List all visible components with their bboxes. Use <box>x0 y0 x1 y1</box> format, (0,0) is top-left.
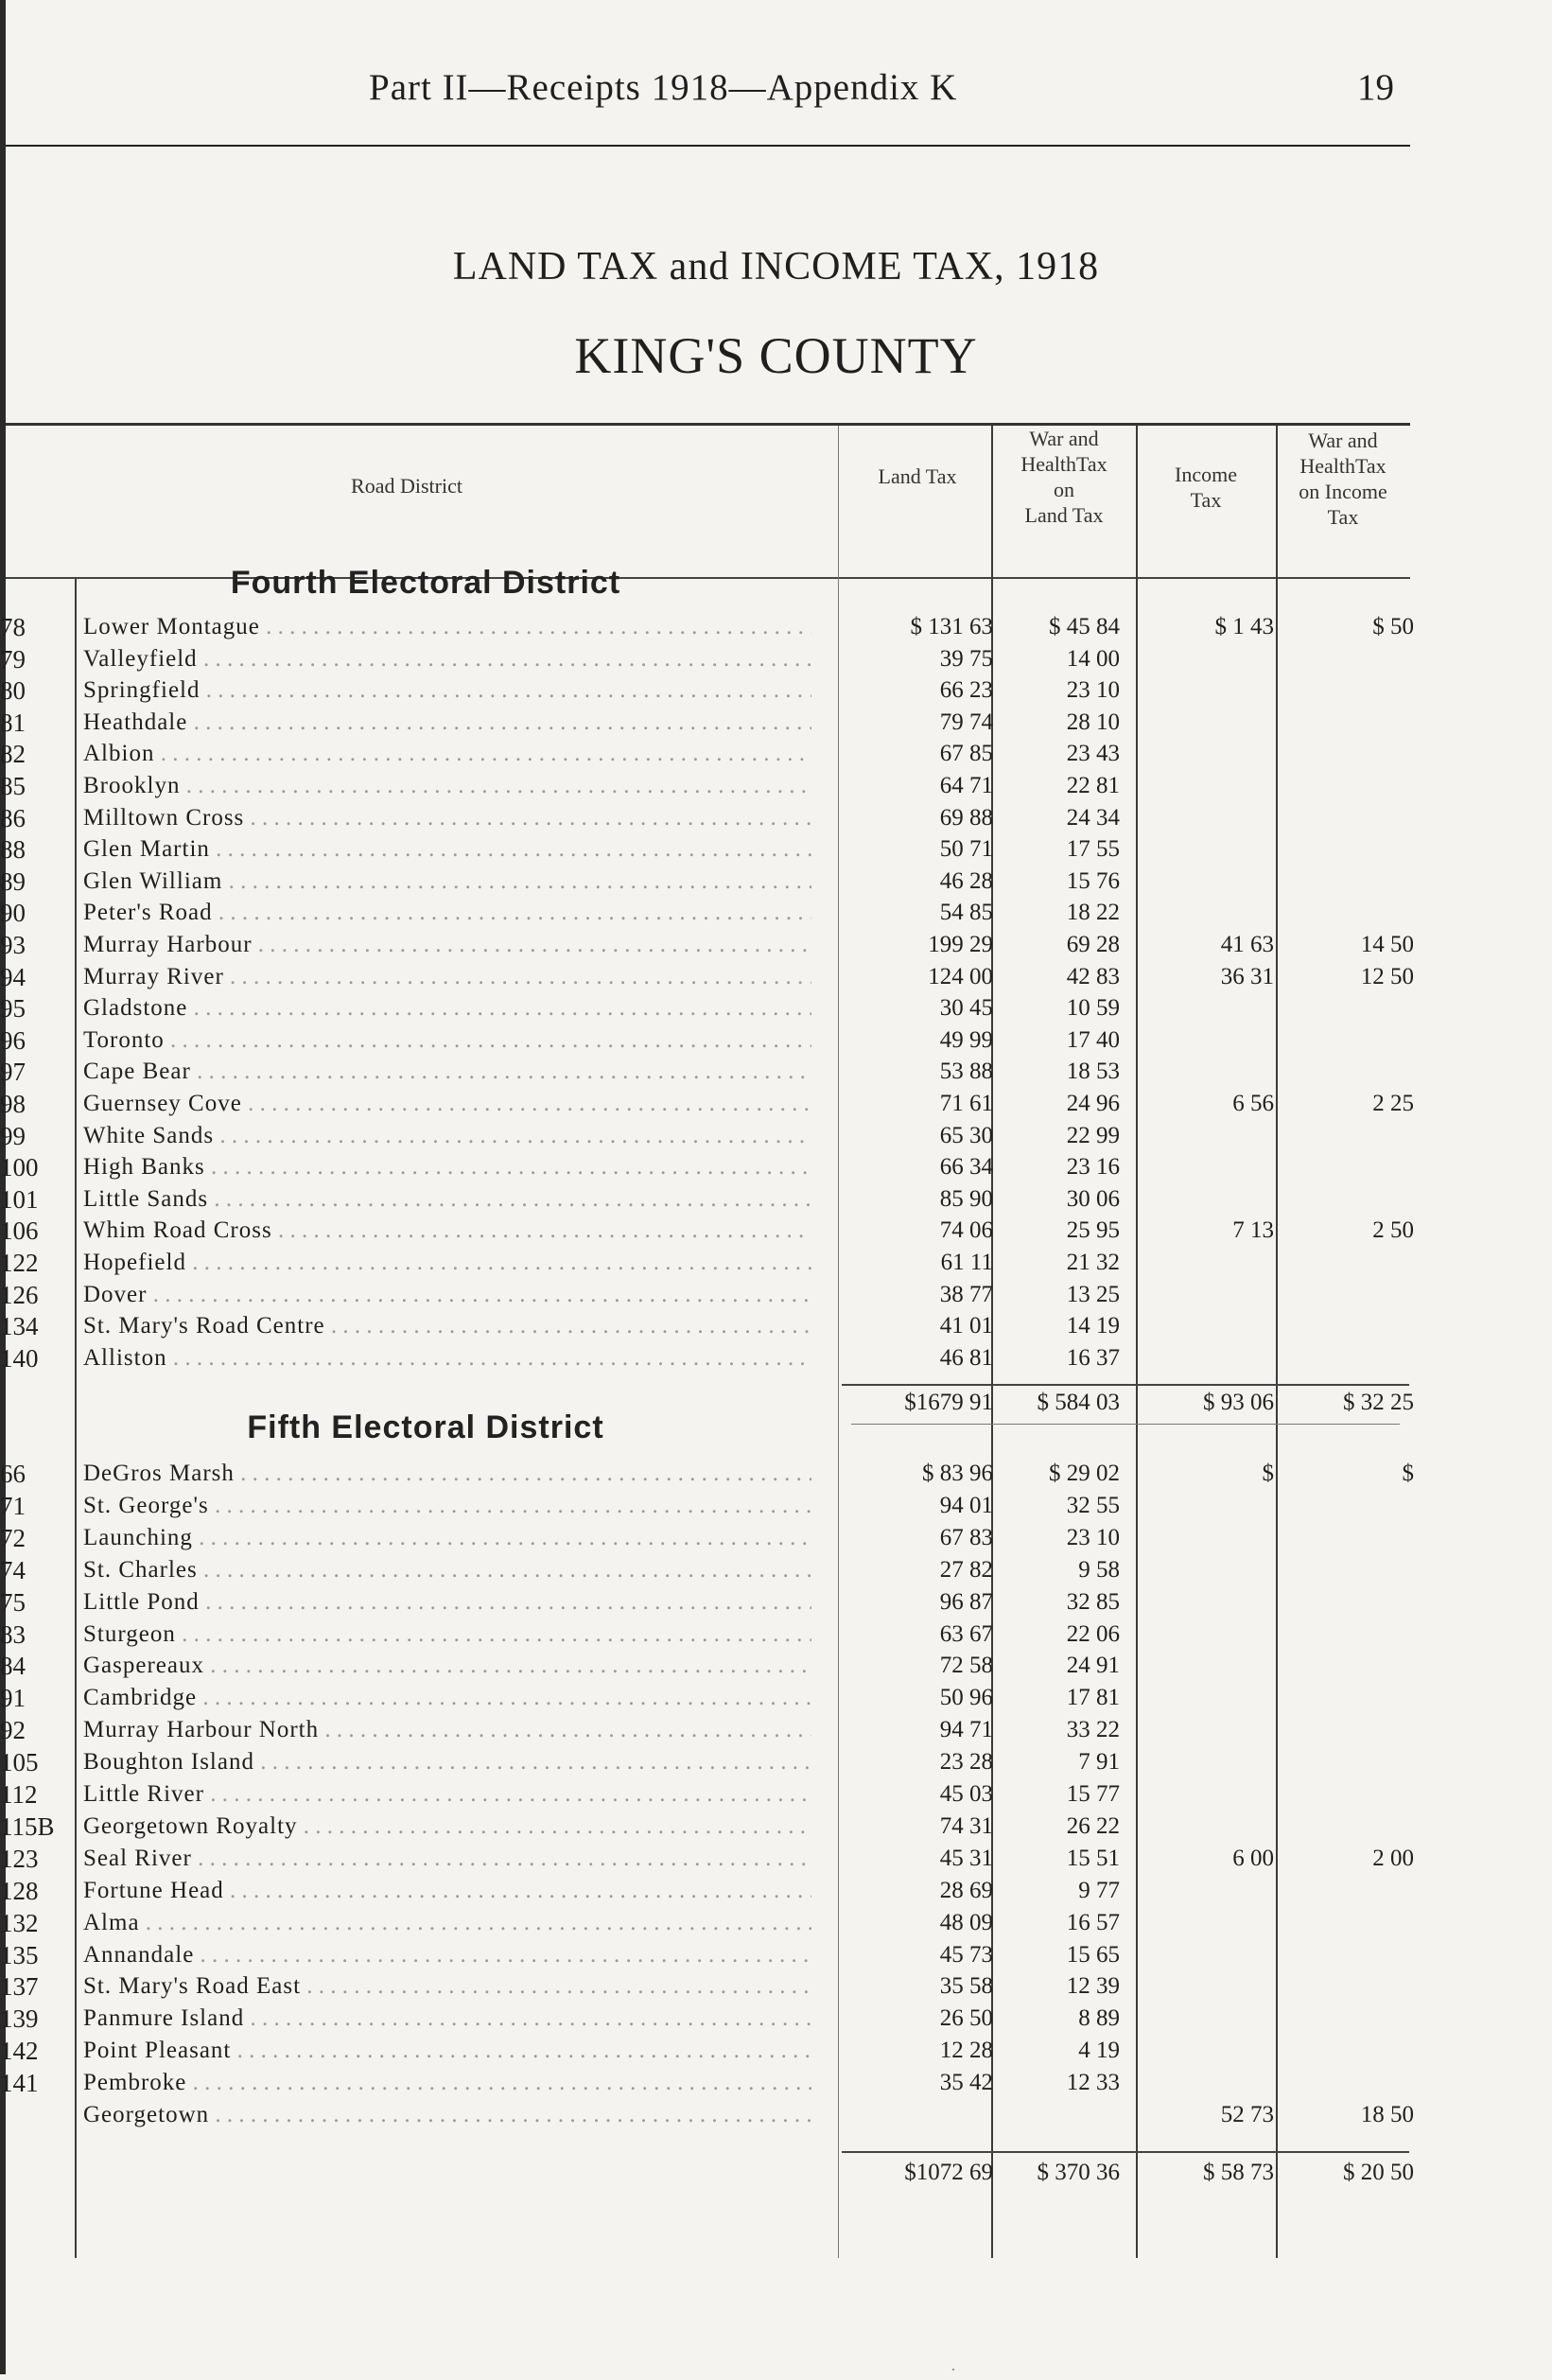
table-row <box>0 1025 1552 1056</box>
war-health-tax-land-value: 9 77 <box>1078 1877 1120 1903</box>
road-district-number: 86 <box>0 803 26 832</box>
road-district-number: 88 <box>0 835 26 865</box>
road-district-number: 142 <box>0 2037 39 2066</box>
table-row <box>0 1343 1552 1374</box>
page-number: 19 <box>1357 67 1394 108</box>
land-tax-value: 199 29 <box>928 932 993 957</box>
road-district-name: Heathdale . . . <box>83 708 811 738</box>
table-row <box>0 708 1552 738</box>
road-district-name: Murray Harbour North . . . <box>83 1715 811 1745</box>
road-district-name: Georgetown Royalty . . . <box>83 1811 811 1842</box>
fifth-total-rule <box>842 2151 1409 2153</box>
land-tax-value: 67 83 <box>939 1524 993 1550</box>
road-district-name: Glen William . . . <box>83 866 811 897</box>
road-district-name: St. George's . . . <box>83 1491 811 1521</box>
land-tax-value: 39 75 <box>939 645 993 672</box>
land-tax-value: 35 42 <box>939 2070 993 2096</box>
war-health-tax-land-value: 24 34 <box>1066 804 1120 831</box>
war-health-tax-land-value: 18 22 <box>1066 900 1120 926</box>
road-district-name: Fortune Head . . . <box>83 1876 811 1906</box>
war-health-tax-land-value: 22 99 <box>1066 1122 1120 1148</box>
war-health-tax-land-value: 18 53 <box>1066 1059 1120 1085</box>
war-health-tax-land-value: 9 58 <box>1078 1556 1120 1583</box>
road-district-number: 94 <box>0 962 26 991</box>
table-row <box>0 1940 1552 1970</box>
road-district-number: 101 <box>0 1184 39 1214</box>
table-row <box>0 739 1552 769</box>
land-tax-value: 45 03 <box>939 1781 993 1807</box>
running-header <box>0 66 1552 123</box>
war-health-tax-land-value: 14 00 <box>1066 645 1120 672</box>
table-row <box>0 2068 1552 2098</box>
land-tax-value: 61 11 <box>940 1250 993 1275</box>
road-district-number: 115B <box>0 1811 55 1841</box>
table-top-rule <box>6 423 1410 426</box>
war-health-tax-land-value: 4 19 <box>1078 2038 1120 2064</box>
road-district-name: Point Pleasant . . . <box>83 2036 811 2066</box>
road-district-name: Glen Martin . . . <box>83 834 811 865</box>
war-health-tax-income-value: $ 50 <box>1372 614 1414 639</box>
road-district-number: 97 <box>0 1058 26 1087</box>
road-district-name: Toronto . . . <box>83 1025 811 1056</box>
table-row <box>0 1844 1552 1874</box>
war-health-tax-land-value: 23 10 <box>1066 1524 1120 1550</box>
fourth-total-rule <box>842 1384 1409 1386</box>
land-tax-value: 38 77 <box>939 1281 993 1307</box>
road-district-number: 85 <box>0 772 26 800</box>
road-district-name: Panmure Island . . . <box>83 2004 811 2034</box>
road-district-name: Dover . . . <box>83 1280 811 1310</box>
land-tax-value: 94 71 <box>939 1717 993 1743</box>
table-row <box>0 612 1552 642</box>
war-health-tax-income-value: $ <box>1402 1461 1414 1486</box>
table-row <box>0 1216 1552 1246</box>
land-tax-value: 48 09 <box>939 1909 993 1935</box>
table-row <box>0 930 1552 960</box>
total-war-income-tax: $ 32 25 <box>1343 1390 1414 1415</box>
road-district-number: 78 <box>0 613 26 641</box>
table-row <box>0 1715 1552 1745</box>
land-tax-value: 30 45 <box>939 995 993 1022</box>
road-district-name: Gladstone . . . <box>83 993 811 1024</box>
land-tax-value: 45 31 <box>939 1845 993 1871</box>
road-district-number: 126 <box>0 1280 39 1309</box>
road-district-name: St. Charles . . . <box>83 1555 811 1585</box>
road-district-number: 98 <box>0 1090 26 1118</box>
road-district-number: 132 <box>0 1908 39 1937</box>
document-title: LAND TAX and INCOME TAX, 1918 <box>452 245 1100 289</box>
war-health-tax-land-value: 15 76 <box>1066 867 1120 894</box>
column-header-war-health-income: War and HealthTax on Income Tax <box>1299 429 1387 529</box>
land-tax-value: 28 69 <box>939 1877 993 1903</box>
road-district-number: 123 <box>0 1844 39 1873</box>
war-health-tax-land-value: 30 06 <box>1066 1185 1120 1212</box>
road-district-number: 105 <box>0 1748 39 1777</box>
land-tax-value: 23 28 <box>939 1749 993 1776</box>
war-health-tax-land-value: 33 22 <box>1066 1717 1120 1743</box>
road-district-number: 84 <box>0 1652 26 1681</box>
war-health-tax-land-value: 10 59 <box>1066 995 1120 1022</box>
land-tax-value: 66 23 <box>939 677 993 704</box>
table-row <box>0 1311 1552 1341</box>
column-header-war-health-land: War and HealthTax on Land Tax <box>1020 427 1107 527</box>
road-district-name: Georgetown . . . <box>83 2100 811 2130</box>
land-tax-value: 64 71 <box>939 773 993 798</box>
land-tax-value: 41 01 <box>939 1313 993 1339</box>
road-district-name: Launching . . . <box>83 1523 811 1553</box>
road-district-number: 112 <box>0 1780 38 1809</box>
land-tax-value: 69 88 <box>939 804 993 831</box>
road-district-number: 134 <box>0 1312 39 1341</box>
table-row <box>0 1491 1552 1521</box>
income-tax-value: 6 56 <box>1232 1091 1274 1116</box>
table-row <box>0 1619 1552 1650</box>
land-tax-value: 54 85 <box>939 900 993 926</box>
road-district-name: Little River . . . <box>83 1779 811 1810</box>
war-health-tax-land-value: 26 22 <box>1066 1812 1120 1839</box>
road-district-name: Albion . . . <box>83 739 811 769</box>
section-title-fourth-district: Fourth Electoral District <box>230 565 621 601</box>
land-tax-value: 63 67 <box>939 1620 993 1647</box>
table-row <box>0 1280 1552 1310</box>
road-district-name: High Banks . . . <box>83 1152 811 1182</box>
income-tax-value: 36 31 <box>1220 963 1274 989</box>
road-district-number: 82 <box>0 740 26 769</box>
table-row <box>0 644 1552 674</box>
war-health-tax-land-value: 69 28 <box>1066 932 1120 957</box>
total-war-income-tax: $ 20 50 <box>1343 2160 1414 2185</box>
table-row <box>0 1121 1552 1151</box>
table-row <box>0 1152 1552 1182</box>
road-district-name: Boughton Island . . . <box>83 1747 811 1777</box>
table-row <box>0 1523 1552 1553</box>
war-health-tax-land-value: 12 39 <box>1066 1973 1120 2000</box>
war-health-tax-income-value: 2 00 <box>1372 1845 1414 1871</box>
war-health-tax-land-value: 24 96 <box>1066 1091 1120 1116</box>
table-row <box>0 1747 1552 1777</box>
land-tax-value: $ 131 63 <box>910 614 993 639</box>
road-district-number: 93 <box>0 931 26 959</box>
land-tax-value: 79 74 <box>939 709 993 735</box>
table-row <box>0 1248 1552 1278</box>
war-health-tax-income-value: 14 50 <box>1360 932 1414 957</box>
road-district-number: 92 <box>0 1716 26 1745</box>
war-health-tax-land-value: 17 40 <box>1066 1026 1120 1053</box>
land-tax-value: 74 31 <box>939 1812 993 1839</box>
column-header-road-district: Road District <box>351 474 462 498</box>
table-row <box>0 1184 1552 1215</box>
table-row <box>0 1459 1552 1489</box>
header-rule <box>6 145 1410 147</box>
road-district-number: 128 <box>0 1876 39 1905</box>
road-district-number: 122 <box>0 1249 39 1277</box>
income-tax-value: 41 63 <box>1220 932 1274 957</box>
war-health-tax-land-value: 12 33 <box>1066 2070 1120 2096</box>
total-war-land-tax: $ 370 36 <box>1037 2160 1120 2185</box>
road-district-number: 141 <box>0 2069 39 2098</box>
road-district-number: 139 <box>0 2004 39 2034</box>
land-tax-value: 72 58 <box>939 1653 993 1679</box>
road-district-number: 95 <box>0 994 26 1024</box>
table-row <box>0 1908 1552 1938</box>
land-tax-value: 12 28 <box>939 2038 993 2064</box>
land-tax-value: $ 83 96 <box>922 1461 993 1486</box>
war-health-tax-land-value: 32 85 <box>1066 1588 1120 1615</box>
road-district-name: Peter's Road . . . <box>83 898 811 928</box>
road-district-name: St. Mary's Road East . . . <box>83 1971 811 2002</box>
road-district-name: Milltown Cross . . . <box>83 803 811 833</box>
road-district-name: Murray River . . . <box>83 962 811 992</box>
table-row <box>0 771 1552 801</box>
road-district-name: Gaspereaux . . . <box>83 1651 811 1681</box>
road-district-name: Cambridge . . . <box>83 1683 811 1713</box>
land-tax-value: 66 34 <box>939 1154 993 1181</box>
war-health-tax-income-value: 2 50 <box>1372 1217 1414 1244</box>
table-row <box>0 898 1552 928</box>
table-row <box>0 1779 1552 1810</box>
road-district-name: St. Mary's Road Centre . . . <box>83 1311 811 1341</box>
table-row <box>0 675 1552 706</box>
running-title: Part II—Receipts 1918—Appendix K <box>369 67 958 108</box>
table-row <box>0 993 1552 1024</box>
war-health-tax-land-value: 22 81 <box>1066 773 1120 798</box>
war-health-tax-land-value: 25 95 <box>1066 1217 1120 1244</box>
land-tax-value: 85 90 <box>939 1185 993 1212</box>
war-health-tax-land-value: 8 89 <box>1078 2005 1120 2032</box>
stray-ink-dot: · <box>950 2360 956 2379</box>
road-district-number: 80 <box>0 676 26 706</box>
land-tax-value: 74 06 <box>939 1217 993 1244</box>
war-health-tax-land-value: 21 32 <box>1066 1250 1120 1275</box>
income-tax-value: 52 73 <box>1220 2102 1274 2127</box>
land-tax-value: 50 96 <box>939 1685 993 1711</box>
road-district-name: Murray Harbour . . . <box>83 930 811 960</box>
road-district-name: Springfield . . . <box>83 675 811 706</box>
war-health-tax-land-value: 16 37 <box>1066 1344 1120 1371</box>
war-health-tax-land-value: 14 19 <box>1066 1313 1120 1339</box>
road-district-number: 106 <box>0 1216 39 1246</box>
table-row <box>0 1683 1552 1713</box>
war-health-tax-land-value: 7 91 <box>1078 1749 1120 1776</box>
land-tax-value: 71 61 <box>939 1091 993 1116</box>
table-row <box>0 1057 1552 1087</box>
war-health-tax-land-value: 28 10 <box>1066 709 1120 735</box>
land-tax-value: 26 50 <box>939 2005 993 2032</box>
table-row <box>0 1971 1552 2002</box>
road-district-number: 99 <box>0 1121 26 1150</box>
road-district-name: Cape Bear . . . <box>83 1057 811 1087</box>
table-row <box>0 1555 1552 1585</box>
war-health-tax-land-value: 24 91 <box>1066 1653 1120 1679</box>
road-district-number: 81 <box>0 708 26 737</box>
land-tax-value: 35 58 <box>939 1973 993 2000</box>
road-district-name: Lower Montague . . . <box>83 612 811 642</box>
road-district-name: Alliston . . . <box>83 1343 811 1374</box>
road-district-number: 91 <box>0 1684 26 1713</box>
road-district-name: Little Pond . . . <box>83 1587 811 1618</box>
road-district-number: 135 <box>0 1940 39 1969</box>
column-header-land-tax: Land Tax <box>878 464 957 488</box>
road-district-number: 90 <box>0 899 26 928</box>
land-tax-value: 94 01 <box>939 1492 993 1518</box>
table-row <box>0 1811 1552 1842</box>
war-health-tax-land-value: $ 29 02 <box>1049 1461 1120 1486</box>
income-tax-value: 7 13 <box>1232 1217 1274 1244</box>
war-health-tax-land-value: 22 06 <box>1066 1620 1120 1647</box>
road-district-number: 71 <box>0 1491 26 1520</box>
land-tax-value: 96 87 <box>939 1588 993 1615</box>
war-health-tax-land-value: 13 25 <box>1066 1281 1120 1307</box>
road-district-number: 140 <box>0 1343 39 1373</box>
table-row <box>0 2100 1552 2130</box>
road-district-name: Little Sands . . . <box>83 1184 811 1215</box>
road-district-number: 79 <box>0 644 26 674</box>
land-tax-value: 49 99 <box>939 1026 993 1053</box>
war-health-tax-land-value: 15 77 <box>1066 1781 1120 1807</box>
road-district-name: Sturgeon . . . <box>83 1619 811 1650</box>
road-district-name: Seal River . . . <box>83 1844 811 1874</box>
table-row <box>0 834 1552 865</box>
war-health-tax-income-value: 18 50 <box>1360 2102 1414 2127</box>
war-health-tax-land-value: 32 55 <box>1066 1492 1120 1518</box>
county-title: KING'S COUNTY <box>574 327 978 384</box>
war-health-tax-land-value: 15 51 <box>1066 1845 1120 1871</box>
road-district-number: 72 <box>0 1523 26 1552</box>
road-district-number: 96 <box>0 1025 26 1055</box>
table-row <box>0 1089 1552 1119</box>
land-tax-value: 45 73 <box>939 1941 993 1968</box>
table-row <box>0 2036 1552 2066</box>
total-income-tax: $ 93 06 <box>1203 1390 1274 1415</box>
road-district-number: 66 <box>0 1460 26 1488</box>
table-row <box>0 866 1552 897</box>
war-health-tax-land-value: 42 83 <box>1066 963 1120 989</box>
table-row <box>0 1876 1552 1906</box>
land-tax-value: 46 28 <box>939 867 993 894</box>
land-tax-value: 53 88 <box>939 1059 993 1085</box>
road-district-name: Brooklyn . . . <box>83 771 811 801</box>
land-tax-value: 46 81 <box>939 1344 993 1371</box>
road-district-name: Whim Road Cross . . . <box>83 1216 811 1246</box>
road-district-number: 74 <box>0 1555 26 1584</box>
road-district-name: Annandale . . . <box>83 1940 811 1970</box>
war-health-tax-land-value: 15 65 <box>1066 1941 1120 1968</box>
road-district-number: 83 <box>0 1619 26 1649</box>
fourth-total-underline <box>851 1424 1400 1425</box>
road-district-name: White Sands . . . <box>83 1121 811 1151</box>
total-war-land-tax: $ 584 03 <box>1037 1390 1120 1415</box>
income-tax-value: 6 00 <box>1232 1845 1274 1871</box>
total-land-tax: $1072 69 <box>904 2160 993 2185</box>
land-tax-value: 67 85 <box>939 741 993 767</box>
land-tax-value: 124 00 <box>928 963 993 989</box>
road-district-name: DeGros Marsh . . . <box>83 1459 811 1489</box>
fifth-district-total-row <box>0 2157 1552 2189</box>
income-tax-value: $ <box>1262 1461 1274 1486</box>
road-district-name: Alma . . . <box>83 1908 811 1938</box>
war-health-tax-land-value: $ 45 84 <box>1049 614 1120 639</box>
war-health-tax-income-value: 2 25 <box>1372 1091 1414 1116</box>
total-land-tax: $1679 91 <box>904 1390 993 1415</box>
land-tax-value: 50 71 <box>939 836 993 863</box>
road-district-name: Hopefield . . . <box>83 1248 811 1278</box>
table-row <box>0 1651 1552 1681</box>
road-district-name: Guernsey Cove . . . <box>83 1089 811 1119</box>
section-title-fifth-district: Fifth Electoral District <box>247 1409 604 1445</box>
table-row <box>0 962 1552 992</box>
total-income-tax: $ 58 73 <box>1203 2160 1274 2185</box>
war-health-tax-land-value: 23 10 <box>1066 677 1120 704</box>
table-row <box>0 1587 1552 1618</box>
war-health-tax-income-value: 12 50 <box>1360 963 1414 989</box>
road-district-number: 75 <box>0 1587 26 1617</box>
war-health-tax-land-value: 23 43 <box>1066 741 1120 767</box>
road-district-number: 89 <box>0 866 26 896</box>
land-tax-value: 27 82 <box>939 1556 993 1583</box>
column-header-income-tax: Income Tax <box>1175 463 1237 512</box>
table-row <box>0 803 1552 833</box>
road-district-number: 100 <box>0 1153 39 1182</box>
war-health-tax-land-value: 16 57 <box>1066 1909 1120 1935</box>
table-row <box>0 2004 1552 2034</box>
road-district-name: Valleyfield . . . <box>83 644 811 674</box>
road-district-number: 137 <box>0 1972 39 2002</box>
land-tax-value: 65 30 <box>939 1122 993 1148</box>
road-district-name: Pembroke . . . <box>83 2068 811 2098</box>
war-health-tax-land-value: 17 81 <box>1066 1685 1120 1711</box>
income-tax-value: $ 1 43 <box>1214 614 1274 639</box>
war-health-tax-land-value: 23 16 <box>1066 1154 1120 1181</box>
war-health-tax-land-value: 17 55 <box>1066 836 1120 863</box>
